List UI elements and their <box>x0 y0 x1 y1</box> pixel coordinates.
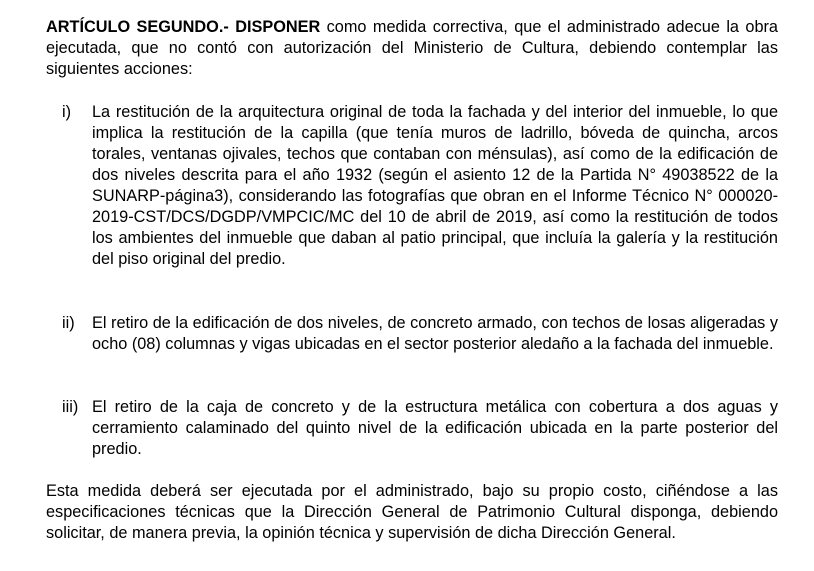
list-item-marker: ii) <box>62 314 75 332</box>
list-item-marker: iii) <box>62 398 79 416</box>
list-item-text: El retiro de la caja de concreto y de la estructura metálica con cobertura a dos aguas y cerramiento calaminado del quinto nivel de la edificación ubicada en la parte posterior del predio. <box>92 398 778 458</box>
intro-paragraph <box>46 17 778 80</box>
closing-paragraph: Esta medida deberá ser ejecutada por el administrado, bajo su propio costo, ciñéndose a las especificaciones técnicas que la Dirección General de Patrimonio Cultural disponga, debiendo solicitar, de manera previa, la opinión técnica y supervisión de dicha Dirección General. <box>46 482 778 542</box>
list-item-marker: i) <box>62 103 72 121</box>
list-item-text: La restitución de la arquitectura original de toda la fachada y del interior del inmueble, lo que implica la restitución de la capilla (que tenía muros de ladrillo, bóveda de quincha, arcos torales, ventanas ojivales, techos que contaban con ménsulas), así como de la edificación de dos niveles descrita para el año 1932 (según el asiento 12 de la Partida N° 49038522 de la SUNARP-página3), considerando las fotografías que obran en el Informe Técnico N° 000020-2019-CST/DCS/DGDP/VMPCIC/MC del 10 de abril de 2019, así como la restitución de todos los ambientes del inmueble que daban al patio principal, que incluía la galería y la restitución del piso original del predio. <box>92 103 778 268</box>
intro-text: como medida correctiva, que el administrado adecue la obra ejecutada, que no contó con autorización del Ministerio de Cultura, debiendo contemplar las siguientes acciones: <box>46 18 778 78</box>
article-heading: ARTÍCULO SEGUNDO.- DISPONER <box>46 18 321 36</box>
list-item-text: El retiro de la edificación de dos niveles, de concreto armado, con techos de losas aligeradas y ocho (08) columnas y vigas ubicadas en el sector posterior aledaño a la fachada del inmueble. <box>92 314 778 353</box>
